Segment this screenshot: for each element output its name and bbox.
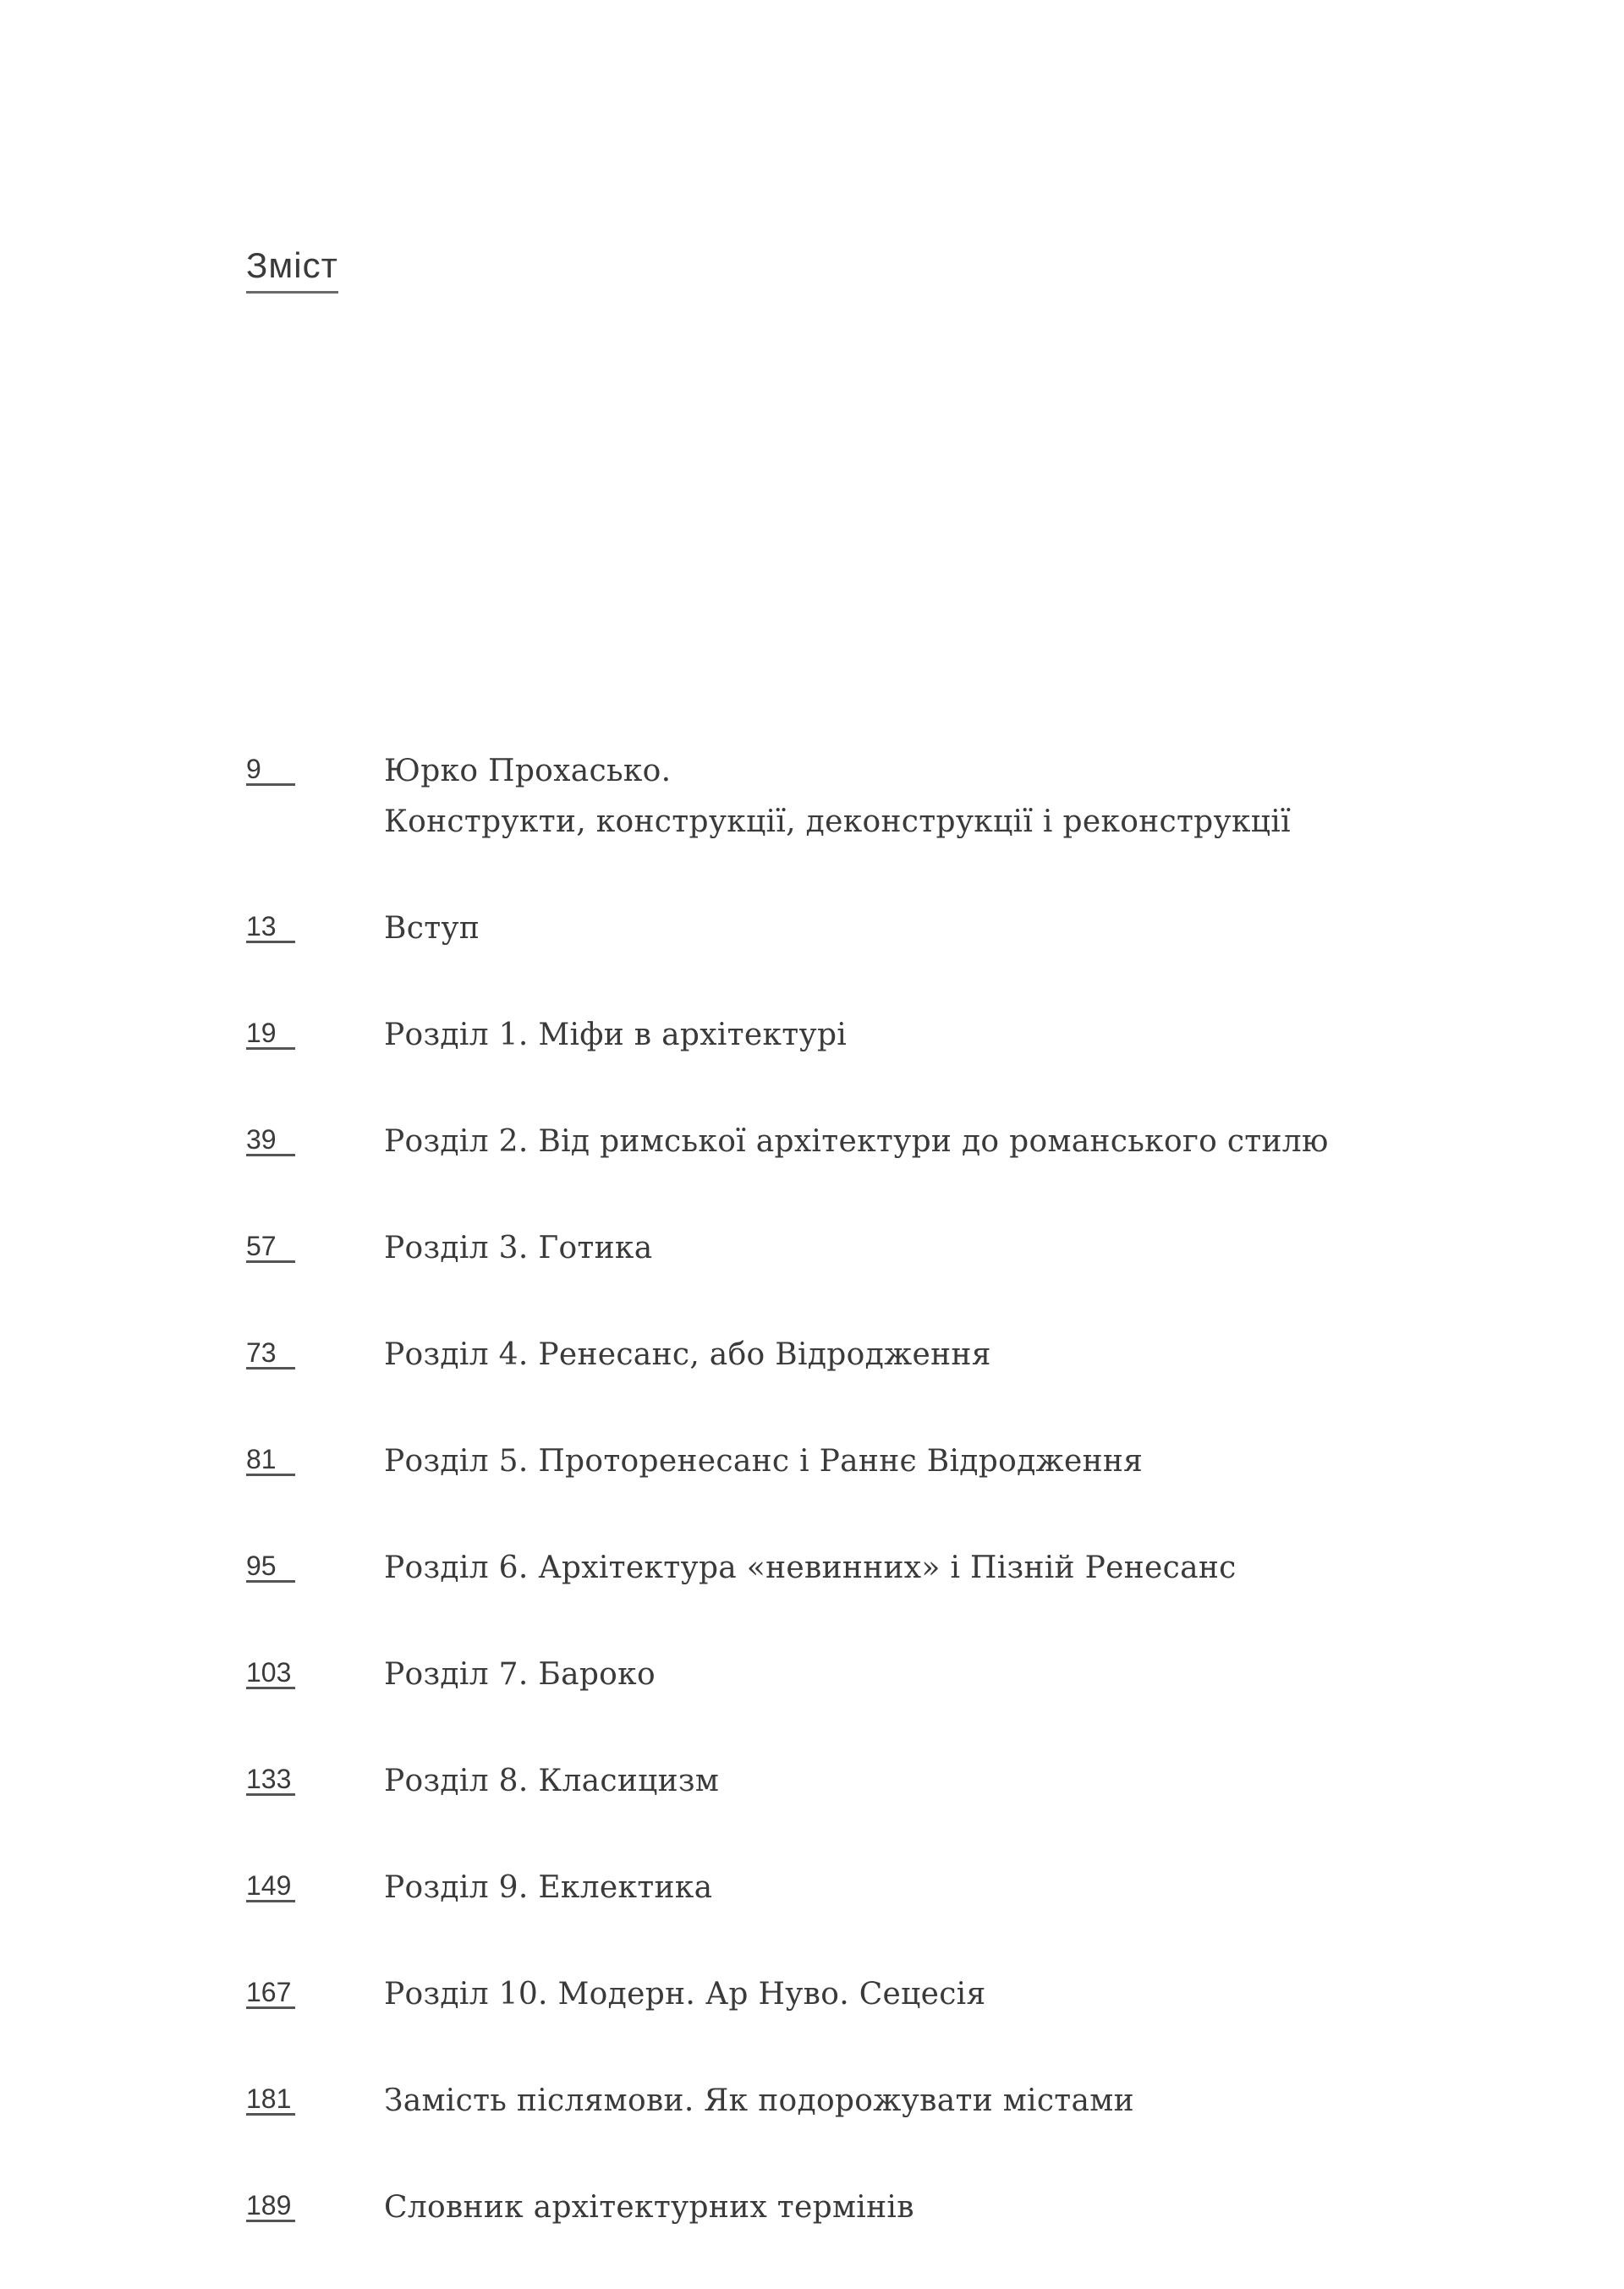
entry-title [384,2182,914,2233]
toc-entry[interactable] [246,1543,1515,1594]
toc-entry[interactable] [246,903,1515,954]
entry-title [384,1543,1237,1594]
entry-title-line: Розділ 8. Класицизм [384,1764,720,1798]
entry-title [384,1117,1329,1167]
page-number-label: 181 [246,2076,295,2116]
page-number-label: 13 [246,903,295,943]
entry-title-line: Розділ 7. Бароко [384,1657,656,1692]
entry-title-line: Розділ 1. Міфи в архітектурі [384,1018,848,1052]
toc-entry[interactable] [246,1969,1515,2020]
page-number-label: 57 [246,1223,295,1263]
page-number-label: 95 [246,1543,295,1583]
entry-title-line: Розділ 5. Проторенесанс і Раннє Відродження [384,1444,1144,1479]
page-number-label: 133 [246,1756,295,1796]
entry-title [384,1223,653,1274]
page-number [246,746,384,848]
entry-title [384,2076,1134,2127]
page-number [246,2182,384,2233]
entry-title-line: Вступ [384,911,480,946]
page-number-label: 73 [246,1330,295,1370]
toc-entry[interactable] [246,746,1515,848]
entry-title-line: Розділ 9. Еклектика [384,1870,713,1905]
page-number-label: 81 [246,1436,295,1476]
page-number [246,2076,384,2127]
entry-title-line: Розділ 10. Модерн. Ар Нуво. Сецесія [384,1977,986,2012]
page-number [246,1330,384,1381]
entry-title-line: Конструкти, конструкції, деконструкції і реконструкції [384,804,1291,839]
entry-title [384,746,1291,848]
toc-entry[interactable] [246,1650,1515,1700]
page-number-label: 19 [246,1010,295,1050]
entry-title [384,1436,1143,1487]
entry-title-line: Розділ 2. Від римської архітектури до романського стилю [384,1124,1329,1159]
toc-entry[interactable] [246,2076,1515,2127]
entry-title-line: Розділ 4. Ренесанс, або Відродження [384,1337,991,1372]
page-number-label: 103 [246,1650,295,1689]
toc-entry[interactable] [246,1863,1515,1913]
page-number-label: 9 [246,746,295,786]
entry-title-line: Юрко Прохасько. [384,754,672,788]
page-number-label: 189 [246,2182,295,2222]
page-title: Зміст [246,245,338,294]
toc-entry[interactable] [246,1010,1515,1061]
page-number [246,1543,384,1594]
page-number-label: 167 [246,1969,295,2009]
toc-entry[interactable] [246,1223,1515,1274]
page-number [246,1650,384,1700]
entry-title-line: Замість післямови. Як подорожувати містами [384,2083,1134,2118]
entry-title [384,1330,991,1381]
entry-title-line: Словник архітектурних термінів [384,2190,914,2225]
page-number [246,1223,384,1274]
table-of-contents [246,746,1515,2289]
entry-title [384,1969,986,2020]
entry-title [384,903,480,954]
page-number [246,1969,384,2020]
entry-title [384,1650,656,1700]
page-number [246,903,384,954]
page-number [246,1117,384,1167]
page-number [246,1436,384,1487]
entry-title [384,1863,712,1913]
toc-entry[interactable] [246,1330,1515,1381]
entry-title-line: Розділ 3. Готика [384,1231,653,1265]
page-number-label: 149 [246,1863,295,1902]
page-number [246,1010,384,1061]
page-number-label: 39 [246,1117,295,1156]
entry-title [384,1756,719,1807]
toc-entry[interactable] [246,1436,1515,1487]
toc-entry[interactable] [246,2182,1515,2233]
entry-title-line: Розділ 6. Архітектура «невинних» і Пізній Ренесанс [384,1551,1237,1585]
page-number [246,1863,384,1913]
toc-entry[interactable] [246,1117,1515,1167]
entry-title [384,1010,847,1061]
toc-entry[interactable] [246,1756,1515,1807]
page-number [246,1756,384,1807]
